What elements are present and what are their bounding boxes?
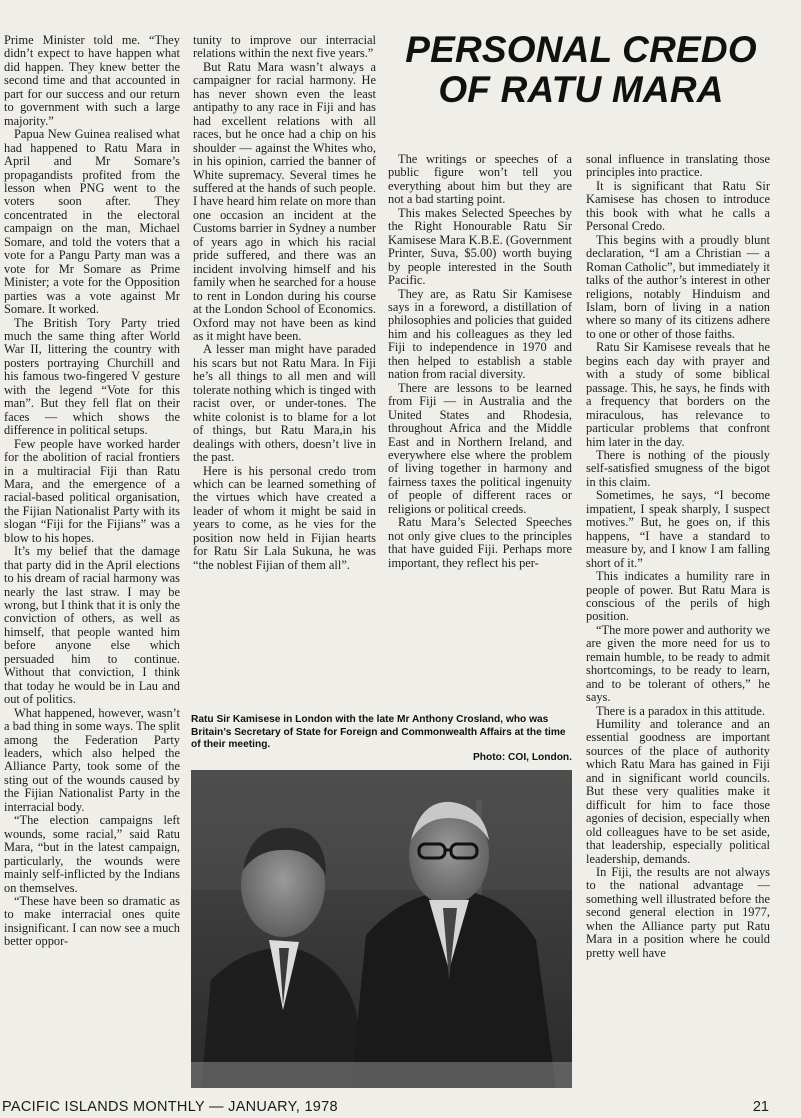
paragraph: There is a paradox in this attitude. bbox=[596, 703, 765, 718]
paragraph: A lesser man might have paraded his scars but not Ratu Mara. In Fiji he’s all things to all men and will tolerate nothing which is tinged with racist over, or under-tones. The white colonist is to blame for a lot of things, but Ratu Mara,in his dealings with others, doesn’t live in the past. bbox=[193, 342, 376, 465]
page-number: 21 bbox=[752, 1099, 769, 1115]
paragraph: Humility and tolerance and an essential goodness are important sources of the place of authority which Ratu Mara has gained in Fiji and in significant world councils. But these very qualities make it difficult for him to face those agonies of decision, especially when old colleagues have to be set aside, that leadership, especially political leadership, demands. bbox=[586, 717, 770, 866]
paragraph: Here is his personal credo trom which can be learned something of the virtues which have created a leader of whom it might be said in years to come, as he vies for the position now held in Fijian hearts for Ratu Sir Lala Sukuna, he was “the noblest Fijian of them all”. bbox=[193, 463, 376, 572]
paragraph: They are, as Ratu Sir Kamisese says in a foreword, a distillation of philosophies and policies that guided him and his colleagues as they led Fiji to independence in 1970 and then helped to establish a stable nation from racial diversity. bbox=[388, 286, 572, 382]
paragraph: The writings or speeches of a public figure won’t tell you everything about him but they are not a bad starting point. bbox=[388, 152, 572, 207]
paragraph: In Fiji, the results are not always to the national advantage — something well illustrated before the second general election in 1977, when the Alliance party put Ratu Mara in a position where he could pretty well have bbox=[586, 865, 770, 960]
publication-info: PACIFIC ISLANDS MONTHLY — JANUARY, 1978 bbox=[2, 1099, 338, 1115]
paragraph: It is significant that Ratu Sir Kamisese has chosen to introduce this book with what he calls a Personal Credo. bbox=[586, 178, 770, 234]
paragraph: Ratu Sir Kamisese reveals that he begins each day with prayer and with a study of some biblical passage. This, he says, he finds with a frequency that borders on the miraculous, has relevance to particular problems that confront him later in the day. bbox=[586, 340, 770, 449]
text-column-2 bbox=[193, 34, 376, 572]
text-column-1 bbox=[4, 34, 180, 949]
paragraph: This indicates a humility rare in people of power. But Ratu Mara is conscious of the perils of high position. bbox=[586, 569, 770, 624]
paragraph: Prime Minister told me. “They didn’t expect to have happen what did happen. They knew better the second time and that accounted in part for our success and our return to government with such a large majority.” bbox=[4, 33, 180, 128]
page-footer bbox=[0, 1097, 801, 1117]
paragraph: This makes Selected Speeches by the Right Honourable Ratu Sir Kamisese Mara K.B.E. (Government Printer, Suva, $5.00) worth buying by people interested in the South Pacific. bbox=[388, 205, 572, 288]
paragraph: What happened, however, wasn’t a bad thing in some ways. The split among the Federation Party leaders, which also helped the Alliance Party, took some of the sting out of the wounds caused by the Fijian Nationalist Party in the interracial body. bbox=[4, 705, 180, 814]
paragraph: Few people have worked harder for the abolition of racial frontiers in a multiracial Fiji than Ratu Mara, and the emergence of a racial-based political organisation, the Fijian Nationalist Party with its slogan “Fiji for the Fijians” was a blow to his hopes. bbox=[4, 436, 180, 545]
text-column-4 bbox=[586, 153, 770, 960]
paragraph: Sometimes, he says, “I become impatient, I speak sharply, I suspect motives.” But, he goes on, if this happens, “I have a standard to measure by, and I know I am falling short of it.” bbox=[586, 488, 770, 570]
caption-text: Ratu Sir Kamisese in London with the late Mr Anthony Crosland, who was Britain’s Secretary of State for Foreign and Commonwealth Affairs at the time of their meeting. bbox=[191, 714, 566, 750]
photo bbox=[191, 770, 572, 1088]
paragraph: There is nothing of the piously self-satisfied smugness of the bigot in this claim. bbox=[586, 447, 770, 489]
paragraph: The British Tory Party tried much the same thing after World War II, littering the country with posters portraying Churchill and his famous two-fingered V gesture with the legend “Vote for this man”. But they fell flat on their faces — which shows the difference in political setups. bbox=[4, 315, 180, 438]
paragraph: Ratu Mara’s Selected Speeches not only give clues to the principles that have guided Fiji. Perhaps more important, they reflect his per- bbox=[388, 515, 572, 570]
photo-caption bbox=[191, 714, 572, 764]
paragraph: This begins with a proudly blunt declaration, “I am a Christian — a Roman Catholic”, but immediately it talks of the author’s interest in other religions, notably Hinduism and Islam, born of living in a nation where so many of its citizens adhere to one or other of those faiths. bbox=[586, 232, 770, 341]
paragraph: “These have been so dramatic as to make interracial ones quite insignificant. I can now see a much better oppor- bbox=[4, 894, 180, 949]
text-column-3 bbox=[388, 153, 572, 570]
paragraph: sonal influence in translating those principles into practice. bbox=[586, 152, 770, 180]
paragraph: “The more power and authority we are given the more need for us to remain humble, to be ready to admit shortcomings, to be ready to learn, and to be tolerant of others,” he says. bbox=[586, 622, 770, 705]
photo-illustration bbox=[191, 770, 572, 1088]
paragraph: There are lessons to be learned from Fiji — in Australia and the United States and Rhodesia, throughout Africa and the Middle East and in Northern Ireland, and everywhere else where the problem of living together in harmony and fairness taxes the political ingenuity of people of different races or religions or political creeds. bbox=[388, 380, 572, 516]
article-headline bbox=[388, 30, 774, 110]
headline-line-2: OF RATU MARA bbox=[438, 69, 724, 110]
photo-credit: Photo: COI, London. bbox=[472, 751, 572, 763]
paragraph: Papua New Guinea realised what had happened to Ratu Mara in April and Mr Somare’s propagandists profited from the lesson when PNG went to the voters soon after. They concentrated in the electoral campaign on the man, Michael Somare, and told the voters that a vote for a Pangu Party man was a vote for Mr Somare as Prime Minister; a vote for the Opposition parties was a vote against Mr Somare. It worked. bbox=[4, 127, 180, 317]
paragraph: tunity to improve our interracial relations within the next five years.” bbox=[193, 33, 376, 61]
paragraph: But Ratu Mara wasn’t always a campaigner for racial harmony. He has never shown even the least antipathy to any race in Fiji and has had excellent relations with all races, but he once had a chip on his shoulder — against the Whites who, in his opinion, carried the banner of White supremacy. Several times he suffered at the hands of such people. I have heard him relate on more than one occasion an incident at the Customs barrier in Sydney a number of years ago in which his racial pride suffered, and there was an incident involving himself and his family when he searched for a house to rent in London during his course at the London School of Economics. Oxford may not have been as kind as it might have been. bbox=[193, 59, 376, 343]
paragraph: “The election campaigns left wounds, some racial,” said Ratu Mara, “but in the latest campaign, particularly, the wounds were mainly self-inflicted by the Indians on themselves. bbox=[4, 813, 180, 895]
headline-line-1: PERSONAL CREDO bbox=[405, 29, 757, 70]
paragraph: It’s my belief that the damage that party did in the April elections to his dream of racial harmony was nearly the last straw. I may be wrong, but I think that it is only the conviction of others, as well as himself, that people wanted him before anyone else which persuaded him to continue. Without that conviction, I think that today he would be in Lau and out of politics. bbox=[4, 544, 180, 707]
